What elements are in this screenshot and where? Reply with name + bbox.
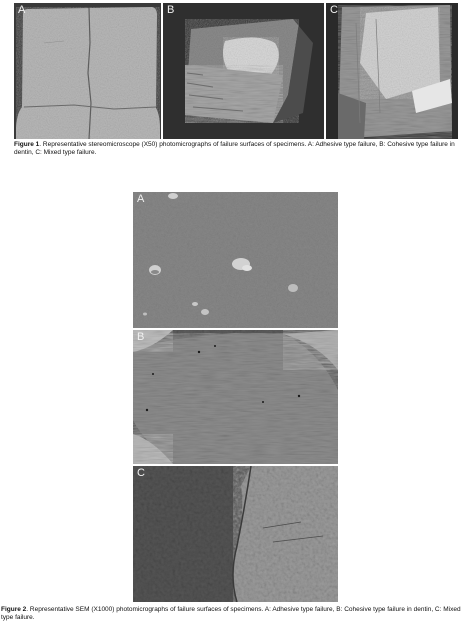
figure-2-panel-a-image <box>133 192 338 328</box>
adhesive-failure-sem-image <box>133 192 338 328</box>
figure-2-panel-b-label: B <box>137 331 145 343</box>
cohesive-failure-stereo-image <box>163 3 324 139</box>
figure-2-caption <box>1 606 471 623</box>
figure-2-panel-b-image <box>133 330 338 464</box>
figure-2-caption-text: . Representative SEM (X1000) photomicrographs of failure surfaces of specimens. A: Adhesive type failure, B: Cohesive type failure in dentin, C: Mixed type failure. <box>1 606 461 622</box>
figure-2-panel-c-image <box>133 466 338 602</box>
figure-1-panel-b-image <box>163 3 324 139</box>
figure-1-panel-c-image <box>326 3 458 139</box>
figure-1-panel-a-image <box>14 3 161 139</box>
cohesive-failure-sem-image <box>133 330 338 464</box>
figure-1-panel-b-label: B <box>167 4 175 16</box>
figure-2-caption-label: Figure 2 <box>1 606 27 613</box>
adhesive-failure-stereo-image <box>14 3 161 139</box>
figure-1-panel-a-label: A <box>18 4 26 16</box>
figure-2-panel-a-label: A <box>137 193 145 205</box>
figure-2 <box>133 192 338 610</box>
mixed-failure-stereo-image <box>326 3 458 139</box>
figure-1-caption <box>14 141 458 158</box>
figure-2-panel-c-label: C <box>137 467 146 479</box>
figure-1-caption-label: Figure 1 <box>14 141 40 148</box>
figure-1-caption-text: . Representative stereomicroscope (X50) photomicrographs of failure surfaces of specimens. A: Adhesive type failure, B: Cohesive type failure in dentin, C: Mixed type failure. <box>14 141 455 157</box>
mixed-failure-sem-image <box>133 466 338 602</box>
figure-1-panel-c-label: C <box>330 4 339 16</box>
figure-1 <box>14 3 458 139</box>
